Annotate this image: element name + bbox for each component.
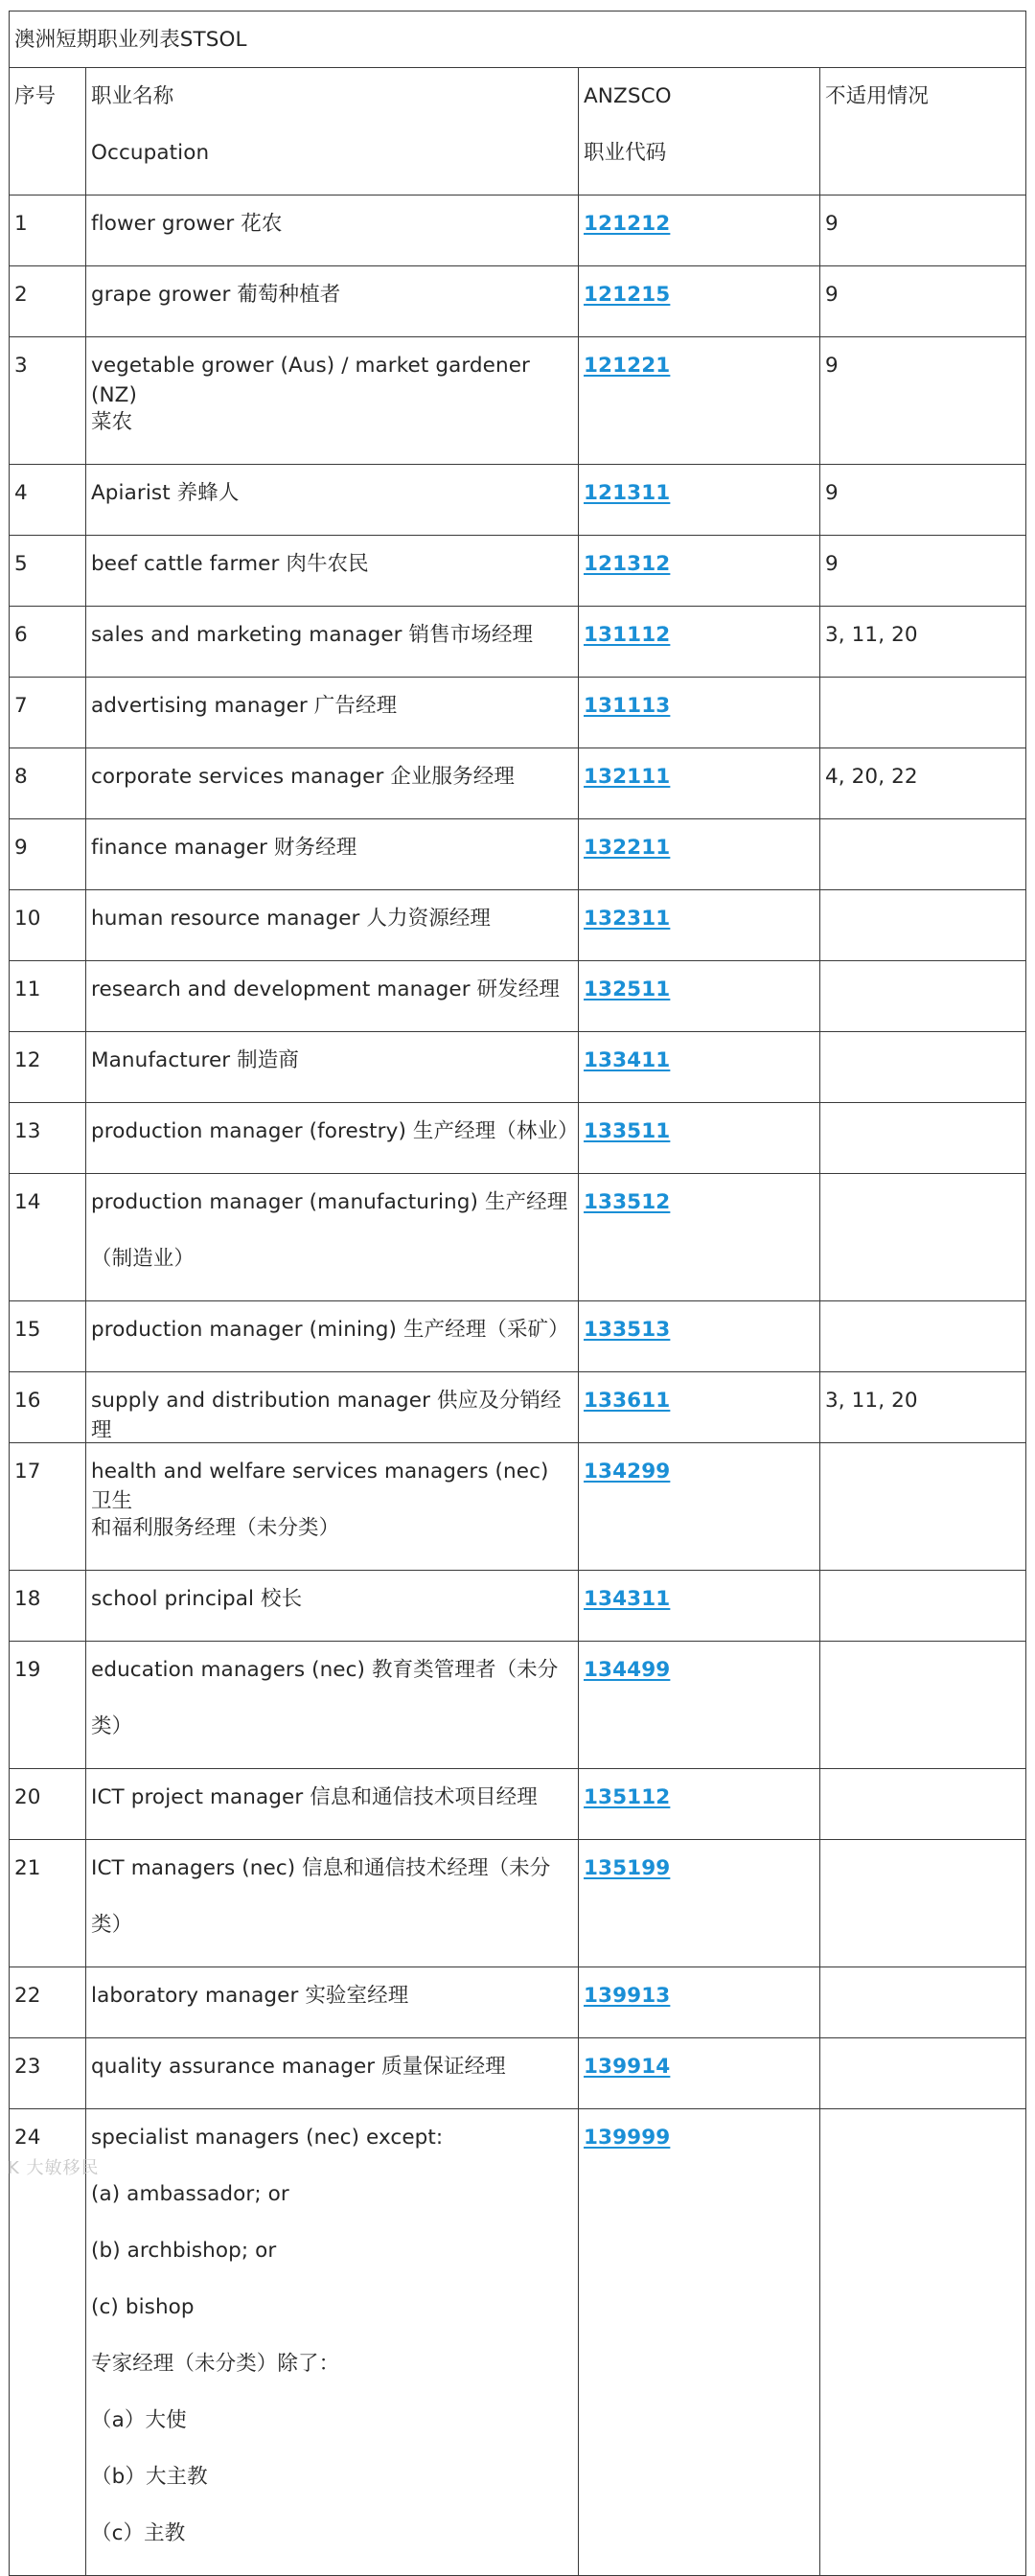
- table-row: [10, 1642, 1026, 1769]
- occupation-line: flower grower 花农: [91, 212, 283, 236]
- occupation-cell: [86, 1967, 579, 2038]
- code-line: [584, 1981, 815, 2037]
- caveat-cell: [820, 678, 1026, 748]
- caveat-text: [825, 1116, 1021, 1173]
- occupation-cell: [86, 266, 579, 337]
- table-row: [10, 266, 1026, 337]
- code-line: [584, 209, 815, 265]
- caveat-cell: [820, 1301, 1026, 1372]
- caveat-text: [825, 691, 1021, 748]
- row-number-text: 7: [14, 694, 28, 718]
- row-number-text: 16: [14, 1389, 41, 1413]
- row-number-text: 4: [14, 481, 28, 505]
- anzsco-code-link[interactable]: 132511: [584, 978, 671, 1001]
- caveat-cell: [820, 1769, 1026, 1840]
- caveat-cell: [820, 1372, 1026, 1443]
- code-cell: [579, 1642, 820, 1769]
- code-cell: [579, 1443, 820, 1571]
- code-cell: [579, 748, 820, 819]
- table-row: [10, 819, 1026, 890]
- code-line: [584, 2052, 815, 2108]
- occupation-line: production manager (manufacturing) 生产经理: [91, 1190, 568, 1214]
- row-number-text: 17: [14, 1460, 41, 1484]
- occupation-line: production manager (forestry) 生产经理（林业）: [91, 1119, 579, 1143]
- row-number-text: 23: [14, 2055, 41, 2079]
- code-line: [584, 1046, 815, 1102]
- occupation-cell: [86, 1174, 579, 1301]
- occupation-cell: [86, 678, 579, 748]
- caveat-cell: [820, 1840, 1026, 1967]
- row-number: [10, 961, 86, 1032]
- occupation-line: specialist managers (nec) except:: [91, 2126, 444, 2150]
- occupation-cell: [86, 890, 579, 961]
- code-cell: [579, 2038, 820, 2109]
- anzsco-code-link[interactable]: 133513: [584, 1318, 671, 1342]
- caveat-text: [825, 1046, 1021, 1102]
- occupation-line: quality assurance manager 质量保证经理: [91, 2055, 506, 2079]
- anzsco-code-link[interactable]: 133512: [584, 1190, 671, 1214]
- row-number-text: 24: [14, 2126, 41, 2150]
- occupation-line: school principal 校长: [91, 1587, 303, 1611]
- code-line: [584, 549, 815, 606]
- occupation-cell: [86, 961, 579, 1032]
- row-number-text: 22: [14, 1984, 41, 2008]
- caveat-text: [825, 1584, 1021, 1641]
- table-row: [10, 748, 1026, 819]
- code-cell: [579, 1571, 820, 1642]
- code-line: [584, 620, 815, 677]
- code-line: [584, 975, 815, 1031]
- occupation-cell: [86, 1103, 579, 1174]
- anzsco-code-link[interactable]: 139914: [584, 2055, 671, 2079]
- code-line: [584, 1457, 815, 1513]
- occupation-cell: [86, 2038, 579, 2109]
- occupation-line: 和福利服务经理（未分类）: [91, 1516, 340, 1540]
- header-caveat: [820, 68, 1026, 196]
- caveat-cell: [820, 266, 1026, 337]
- occupation-cell: [86, 748, 579, 819]
- code-cell: [579, 678, 820, 748]
- caveat-text: [825, 1655, 1021, 1712]
- code-cell: [579, 465, 820, 536]
- row-number: [10, 1443, 86, 1571]
- code-cell: [579, 1769, 820, 1840]
- table-row: [10, 1967, 1026, 2038]
- row-number: [10, 890, 86, 961]
- row-number: [10, 748, 86, 819]
- row-number: [10, 2038, 86, 2109]
- occupation-cell: [86, 337, 579, 465]
- table-row: [10, 1769, 1026, 1840]
- header-code-en: ANZSCO: [584, 84, 672, 108]
- code-cell: [579, 890, 820, 961]
- occupation-line: education managers (nec) 教育类管理者（未分: [91, 1658, 559, 1682]
- caveat-cell: [820, 2109, 1026, 2576]
- code-line: [584, 762, 815, 818]
- row-number-text: 20: [14, 1785, 41, 1809]
- occupation-line: health and welfare services managers (nec) 卫生: [91, 1460, 549, 1513]
- row-number: [10, 465, 86, 536]
- caveat-cell: [820, 890, 1026, 961]
- table-row: [10, 1032, 1026, 1103]
- row-number: [10, 196, 86, 266]
- occupation-line: ICT project manager 信息和通信技术项目经理: [91, 1785, 538, 1809]
- caveat-cell: [820, 819, 1026, 890]
- anzsco-code-link[interactable]: 121212: [584, 212, 671, 236]
- caveat-cell: [820, 961, 1026, 1032]
- occupation-line: laboratory manager 实验室经理: [91, 1984, 409, 2008]
- table-row: [10, 678, 1026, 748]
- occupation-line: (c) bishop: [91, 2295, 195, 2319]
- occupation-line: vegetable grower (Aus) / market gardener (NZ): [91, 354, 530, 407]
- caveat-cell: [820, 1032, 1026, 1103]
- row-number-text: 1: [14, 212, 28, 236]
- occupation-line: 类）: [91, 1913, 133, 1937]
- caveat-cell: [820, 465, 1026, 536]
- caveat-cell: [820, 1642, 1026, 1769]
- code-cell: [579, 1372, 820, 1443]
- table-row: [10, 465, 1026, 536]
- code-cell: [579, 196, 820, 266]
- code-cell: [579, 536, 820, 607]
- row-number-text: 3: [14, 354, 28, 378]
- row-number: [10, 1032, 86, 1103]
- watermark-logo: K 大敏移民: [8, 2158, 100, 2178]
- occupation-line: supply and distribution manager 供应及分销经理: [91, 1389, 562, 1442]
- occupation-cell: [86, 536, 579, 607]
- code-cell: [579, 2109, 820, 2576]
- occupation-line: 专家经理（未分类）除了：: [91, 2352, 340, 2376]
- code-line: [584, 1853, 815, 1910]
- table-row: [10, 536, 1026, 607]
- anzsco-code-link[interactable]: 132111: [584, 765, 671, 789]
- row-number: [10, 266, 86, 337]
- code-line: [584, 1187, 815, 1244]
- table-row: [10, 607, 1026, 678]
- caveat-text: 3, 11, 20: [825, 623, 918, 647]
- caveat-text: [825, 1853, 1021, 1910]
- table-row: [10, 1103, 1026, 1174]
- occupation-cell: [86, 1571, 579, 1642]
- occupation-cell: [86, 1642, 579, 1769]
- table-row: [10, 961, 1026, 1032]
- code-cell: [579, 1840, 820, 1967]
- code-cell: [579, 961, 820, 1032]
- occupation-line: （a）大使: [91, 2408, 187, 2432]
- code-cell: [579, 1301, 820, 1372]
- code-cell: [579, 1103, 820, 1174]
- row-number-text: 12: [14, 1048, 41, 1072]
- anzsco-code-link[interactable]: 121221: [584, 354, 671, 378]
- code-line: [584, 1116, 815, 1173]
- anzsco-code-link[interactable]: 121215: [584, 283, 671, 307]
- caveat-cell: [820, 1967, 1026, 2038]
- row-number: [10, 607, 86, 678]
- occupation-cell: [86, 2109, 579, 2576]
- header-occupation-en: Occupation: [91, 141, 210, 165]
- table-title: 澳洲短期职业列表STSOL: [10, 12, 1026, 68]
- row-number-text: 21: [14, 1856, 41, 1880]
- caveat-text: [825, 1187, 1021, 1244]
- code-line: [584, 2123, 815, 2179]
- row-number: [10, 1174, 86, 1301]
- anzsco-code-link[interactable]: 133611: [584, 1389, 671, 1413]
- table-row: [10, 1571, 1026, 1642]
- table-row: [10, 1840, 1026, 1967]
- row-number-text: 11: [14, 978, 41, 1001]
- row-number-text: 14: [14, 1190, 41, 1214]
- anzsco-code-link[interactable]: 134499: [584, 1658, 671, 1682]
- occupation-cell: [86, 1840, 579, 1967]
- code-line: [584, 1584, 815, 1641]
- caveat-text: 9: [825, 283, 839, 307]
- caveat-text: [825, 1981, 1021, 2037]
- code-line: [584, 691, 815, 748]
- occupation-line: finance manager 财务经理: [91, 836, 357, 860]
- caveat-text: 9: [825, 212, 839, 236]
- occupation-line: Manufacturer 制造商: [91, 1048, 299, 1072]
- occupation-cell: [86, 1769, 579, 1840]
- header-occupation: [86, 68, 579, 196]
- anzsco-code-link[interactable]: 139913: [584, 1984, 671, 2008]
- row-number-text: 19: [14, 1658, 41, 1682]
- caveat-text: 4, 20, 22: [825, 765, 918, 789]
- occupation-line: ICT managers (nec) 信息和通信技术经理（未分: [91, 1856, 551, 1880]
- anzsco-code-link[interactable]: 131113: [584, 694, 671, 718]
- header-code: [579, 68, 820, 196]
- caveat-cell: [820, 2038, 1026, 2109]
- occupation-line: （b）大主教: [91, 2465, 208, 2489]
- occupation-cell: [86, 196, 579, 266]
- occupation-line: Apiarist 养蜂人: [91, 481, 240, 505]
- caveat-text: [825, 975, 1021, 1031]
- anzsco-code-link[interactable]: 133511: [584, 1119, 671, 1143]
- row-number: [10, 536, 86, 607]
- caveat-text: [825, 904, 1021, 960]
- code-line: [584, 280, 815, 336]
- anzsco-code-link[interactable]: 132211: [584, 836, 671, 860]
- table-row: [10, 1443, 1026, 1571]
- header-caveat-text: 不适用情况: [825, 84, 930, 108]
- table-row: [10, 1301, 1026, 1372]
- anzsco-code-link[interactable]: 133411: [584, 1048, 671, 1072]
- occupation-line: production manager (mining) 生产经理（采矿）: [91, 1318, 569, 1342]
- code-line: [584, 1315, 815, 1371]
- header-code-cn: 职业代码: [584, 141, 667, 165]
- caveat-cell: [820, 607, 1026, 678]
- occupation-line: grape grower 葡萄种植者: [91, 283, 341, 307]
- code-cell: [579, 266, 820, 337]
- caveat-text: [825, 833, 1021, 889]
- code-line: [584, 478, 815, 535]
- caveat-cell: [820, 1103, 1026, 1174]
- occupation-line: research and development manager 研发经理: [91, 978, 560, 1001]
- occupation-line: （c）主教: [91, 2521, 186, 2545]
- row-number-text: 13: [14, 1119, 41, 1143]
- row-number: [10, 678, 86, 748]
- caveat-text: [825, 1782, 1021, 1839]
- table-row: [10, 1372, 1026, 1443]
- code-cell: [579, 1032, 820, 1103]
- row-number: [10, 1103, 86, 1174]
- caveat-text: [825, 2123, 1021, 2179]
- code-line: [584, 1782, 815, 1839]
- code-cell: [579, 819, 820, 890]
- row-number: [10, 1967, 86, 2038]
- header-no-text: 序号: [14, 84, 57, 108]
- caveat-cell: [820, 1443, 1026, 1571]
- occupation-line: (a) ambassador; or: [91, 2182, 289, 2206]
- header-no: [10, 68, 86, 196]
- occupation-cell: [86, 607, 579, 678]
- anzsco-code-link[interactable]: 131112: [584, 623, 671, 647]
- anzsco-code-link[interactable]: 132311: [584, 907, 671, 931]
- table-row: [10, 890, 1026, 961]
- caveat-text: 9: [825, 481, 839, 505]
- table-row: [10, 337, 1026, 465]
- occupation-line: 类）: [91, 1714, 133, 1738]
- anzsco-code-link[interactable]: 121311: [584, 481, 671, 505]
- caveat-text: [825, 1315, 1021, 1371]
- table-row: [10, 196, 1026, 266]
- code-cell: [579, 1967, 820, 2038]
- caveat-cell: [820, 536, 1026, 607]
- header-row: [10, 68, 1026, 196]
- anzsco-code-link[interactable]: 135112: [584, 1785, 671, 1809]
- row-number-text: 6: [14, 623, 28, 647]
- header-occupation-cn: 职业名称: [91, 84, 174, 108]
- title-row: [10, 12, 1026, 68]
- occupation-line: human resource manager 人力资源经理: [91, 907, 492, 931]
- caveat-text: [825, 1457, 1021, 1513]
- row-number-text: 15: [14, 1318, 41, 1342]
- occupation-line: sales and marketing manager 销售市场经理: [91, 623, 534, 647]
- occupation-cell: [86, 465, 579, 536]
- row-number: [10, 337, 86, 465]
- anzsco-code-link[interactable]: 135199: [584, 1856, 671, 1880]
- code-line: [584, 351, 815, 407]
- row-number-text: 10: [14, 907, 41, 931]
- row-number: [10, 1769, 86, 1840]
- occupation-line: (b) archbishop; or: [91, 2239, 277, 2263]
- code-cell: [579, 607, 820, 678]
- occupation-cell: [86, 819, 579, 890]
- row-number: [10, 1642, 86, 1769]
- anzsco-code-link[interactable]: 139999: [584, 2126, 671, 2150]
- code-line: [584, 1386, 815, 1442]
- row-number-text: 2: [14, 283, 28, 307]
- occupation-line: （制造业）: [91, 1247, 196, 1271]
- anzsco-code-link[interactable]: 134311: [584, 1587, 671, 1611]
- occupation-table: [9, 11, 1026, 2576]
- occupation-line: advertising manager 广告经理: [91, 694, 398, 718]
- table-row: [10, 2038, 1026, 2109]
- caveat-text: 9: [825, 552, 839, 576]
- caveat-cell: [820, 337, 1026, 465]
- row-number-text: 18: [14, 1587, 41, 1611]
- table-row: [10, 1174, 1026, 1301]
- table-row: [10, 2109, 1026, 2576]
- row-number: [10, 819, 86, 890]
- code-cell: [579, 337, 820, 465]
- row-number: [10, 1840, 86, 1967]
- caveat-text: 3, 11, 20: [825, 1389, 918, 1413]
- caveat-cell: [820, 748, 1026, 819]
- code-cell: [579, 1174, 820, 1301]
- row-number: [10, 1301, 86, 1372]
- anzsco-code-link[interactable]: 121312: [584, 552, 671, 576]
- row-number: [10, 1571, 86, 1642]
- occupation-cell: [86, 1443, 579, 1571]
- row-number-text: 8: [14, 765, 28, 789]
- code-line: [584, 1655, 815, 1712]
- caveat-cell: [820, 1174, 1026, 1301]
- row-number-text: 9: [14, 836, 28, 860]
- code-line: [584, 833, 815, 889]
- occupation-cell: [86, 1372, 579, 1443]
- row-number-text: 5: [14, 552, 28, 576]
- caveat-text: 9: [825, 354, 839, 378]
- occupation-line: beef cattle farmer 肉牛农民: [91, 552, 369, 576]
- code-line: [584, 904, 815, 960]
- caveat-cell: [820, 1571, 1026, 1642]
- occupation-cell: [86, 1301, 579, 1372]
- anzsco-code-link[interactable]: 134299: [584, 1460, 671, 1484]
- caveat-text: [825, 2052, 1021, 2108]
- occupation-cell: [86, 1032, 579, 1103]
- row-number: [10, 1372, 86, 1443]
- caveat-cell: [820, 196, 1026, 266]
- occupation-line: corporate services manager 企业服务经理: [91, 765, 515, 789]
- occupation-line: 菜农: [91, 410, 133, 434]
